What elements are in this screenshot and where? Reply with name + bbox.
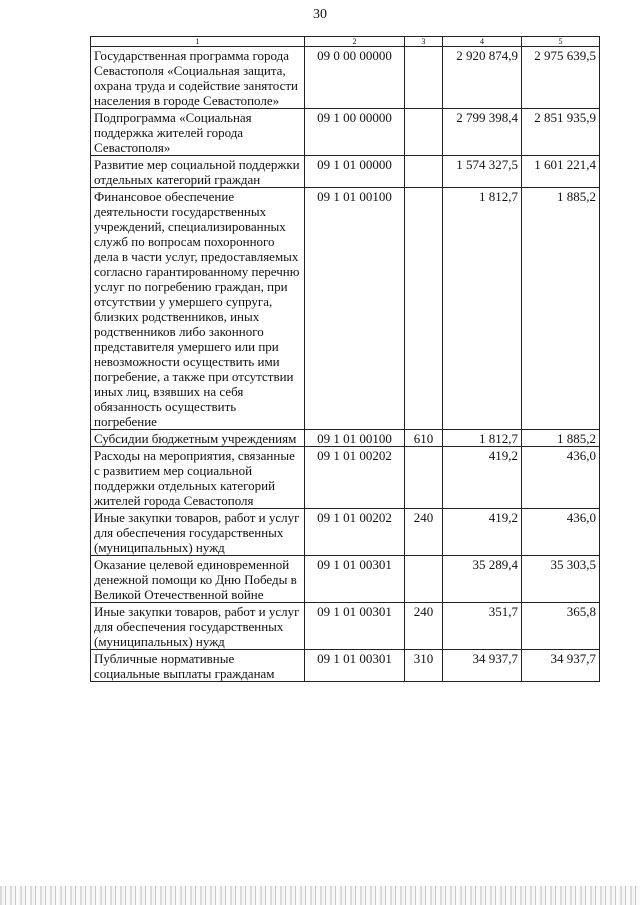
table-row	[91, 47, 600, 109]
row-type-cell	[405, 47, 443, 109]
row-sum2-cell: 2 975 639,5	[522, 47, 600, 109]
row-name-cell: Развитие мер социальной поддержки отдельных категорий граждан	[91, 156, 305, 188]
table-row	[91, 430, 600, 447]
row-name-cell: Иные закупки товаров, работ и услуг для обеспечения государственных (муниципальных) нужд	[91, 509, 305, 556]
table-row	[91, 603, 600, 650]
row-name-cell: Иные закупки товаров, работ и услуг для обеспечения государственных (муниципальных) нужд	[91, 603, 305, 650]
row-sum1-cell: 35 289,4	[443, 556, 522, 603]
row-type-cell: 310	[405, 650, 443, 682]
row-sum2-cell: 1 885,2	[522, 430, 600, 447]
row-name-cell: Подпрограмма «Социальная поддержка жителей города Севастополя»	[91, 109, 305, 156]
row-code-cell: 09 1 01 00202	[305, 509, 405, 556]
row-sum2-cell: 436,0	[522, 447, 600, 509]
scan-edge-noise	[0, 886, 640, 905]
table-row	[91, 650, 600, 682]
row-code-cell: 09 1 01 00100	[305, 188, 405, 430]
row-type-cell: 240	[405, 509, 443, 556]
row-type-cell	[405, 447, 443, 509]
row-name-cell: Расходы на мероприятия, связанные с развитием мер социальной поддержки отдельных категорий жителей города Севастополя	[91, 447, 305, 509]
row-type-cell	[405, 188, 443, 430]
row-name-cell: Государственная программа города Севастополя «Социальная защита, охрана труда и содействие занятости населения в городе Севастополе»	[91, 47, 305, 109]
row-code-cell: 09 1 00 00000	[305, 109, 405, 156]
row-sum2-cell: 35 303,5	[522, 556, 600, 603]
row-sum1-cell: 2 920 874,9	[443, 47, 522, 109]
row-sum1-cell: 419,2	[443, 447, 522, 509]
table-row	[91, 556, 600, 603]
row-sum1-cell: 1 574 327,5	[443, 156, 522, 188]
row-code-cell: 09 0 00 00000	[305, 47, 405, 109]
row-sum1-cell: 1 812,7	[443, 188, 522, 430]
column-header-2: 2	[305, 37, 405, 47]
row-sum2-cell: 436,0	[522, 509, 600, 556]
row-name-cell: Публичные нормативные социальные выплаты гражданам	[91, 650, 305, 682]
budget-table	[90, 36, 600, 682]
table-row	[91, 109, 600, 156]
row-type-cell	[405, 156, 443, 188]
table-row	[91, 447, 600, 509]
column-header-5: 5	[522, 37, 600, 47]
row-sum2-cell: 365,8	[522, 603, 600, 650]
row-name-cell: Финансовое обеспечение деятельности государственных учреждений, специализированных служб по вопросам похоронного дела в части услуг, предоставляемых согласно гарантированному перечню услуг по погребению граждан, при отсутствии у умершего супруга, близких родственников, иных родственников либо законного представителя умершего или при невозможности осуществить ими погребение, а также при отсутствии иных лиц, взявших на себя обязанность осуществить погребение	[91, 188, 305, 430]
row-code-cell: 09 1 01 00301	[305, 556, 405, 603]
table-row	[91, 156, 600, 188]
row-type-cell	[405, 109, 443, 156]
row-code-cell: 09 1 01 00301	[305, 603, 405, 650]
page-number: 30	[313, 7, 327, 22]
row-sum1-cell: 34 937,7	[443, 650, 522, 682]
row-sum2-cell: 1 601 221,4	[522, 156, 600, 188]
row-code-cell: 09 1 01 00000	[305, 156, 405, 188]
row-type-cell	[405, 556, 443, 603]
row-sum2-cell: 1 885,2	[522, 188, 600, 430]
column-header-1: 1	[91, 37, 305, 47]
row-sum1-cell: 351,7	[443, 603, 522, 650]
header-row	[91, 37, 600, 47]
column-header-3: 3	[405, 37, 443, 47]
row-code-cell: 09 1 01 00301	[305, 650, 405, 682]
row-type-cell: 240	[405, 603, 443, 650]
row-code-cell: 09 1 01 00100	[305, 430, 405, 447]
row-sum1-cell: 2 799 398,4	[443, 109, 522, 156]
row-sum2-cell: 34 937,7	[522, 650, 600, 682]
row-name-cell: Оказание целевой единовременной денежной помощи ко Дню Победы в Великой Отечественной войне	[91, 556, 305, 603]
row-code-cell: 09 1 01 00202	[305, 447, 405, 509]
table-row	[91, 188, 600, 430]
table-row	[91, 509, 600, 556]
row-sum2-cell: 2 851 935,9	[522, 109, 600, 156]
row-type-cell: 610	[405, 430, 443, 447]
row-name-cell: Субсидии бюджетным учреждениям	[91, 430, 305, 447]
row-sum1-cell: 1 812,7	[443, 430, 522, 447]
row-sum1-cell: 419,2	[443, 509, 522, 556]
column-header-4: 4	[443, 37, 522, 47]
